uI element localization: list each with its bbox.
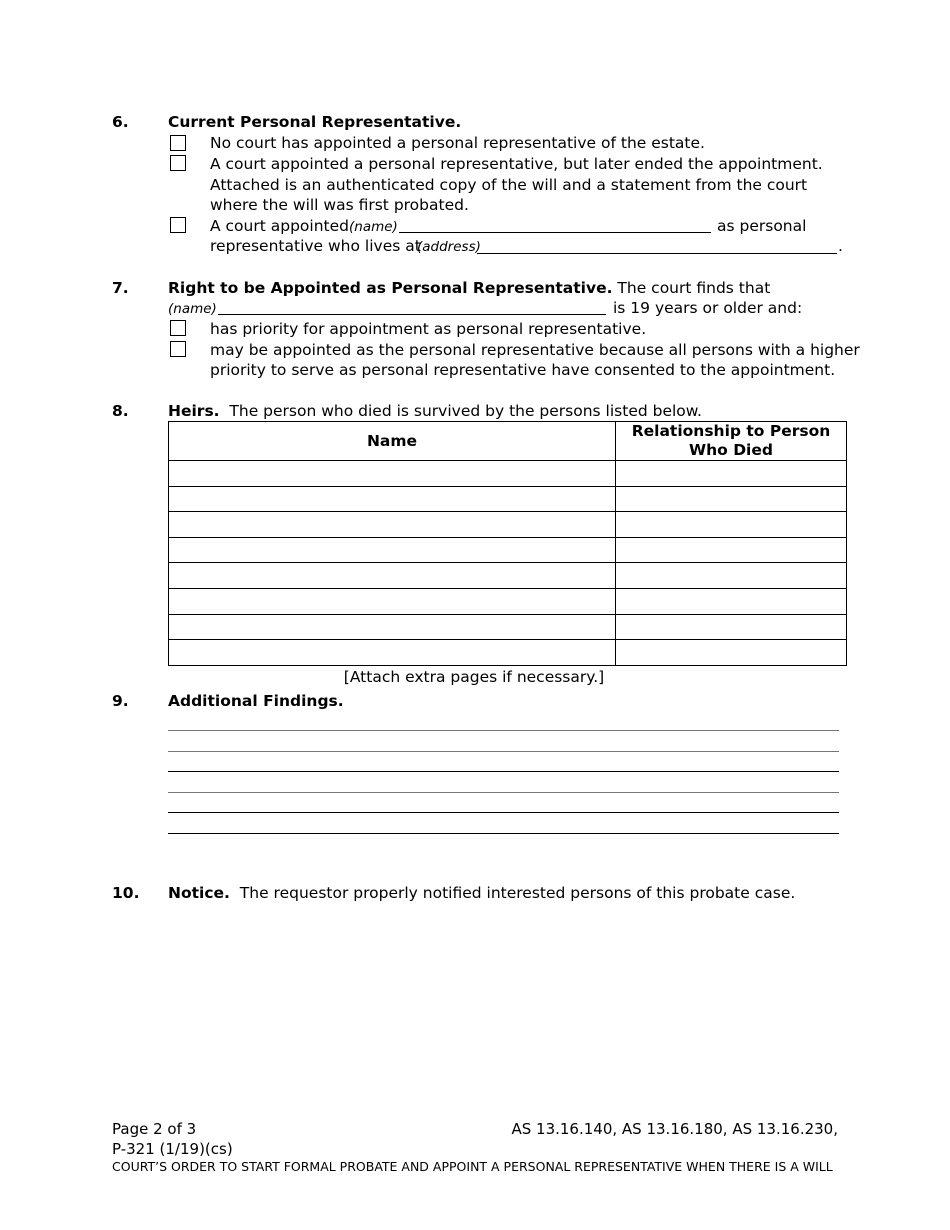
court-appointed-line2: representative who lives at bbox=[210, 237, 421, 255]
table-row bbox=[169, 640, 847, 666]
court-appointed-name-hint: (name) bbox=[349, 219, 398, 235]
heir-relationship-cell[interactable] bbox=[616, 537, 847, 563]
heir-name-cell[interactable] bbox=[169, 486, 616, 512]
footer-page-number: Page 2 of 3 bbox=[112, 1120, 197, 1138]
heirs-table-note: [Attach extra pages if necessary.] bbox=[343, 668, 605, 686]
heir-relationship-cell[interactable] bbox=[616, 563, 847, 589]
table-row bbox=[169, 537, 847, 563]
heir-name-cell[interactable] bbox=[169, 461, 616, 487]
heir-relationship-cell[interactable] bbox=[616, 486, 847, 512]
court-appointed-checkbox[interactable] bbox=[170, 217, 186, 233]
additional-findings-line[interactable] bbox=[168, 833, 839, 834]
no-court-appointed-checkbox[interactable] bbox=[170, 135, 186, 151]
may-be-appointed-label-line1: may be appointed as the personal representative because all persons with a higher bbox=[210, 341, 860, 359]
court-appointed-address-field[interactable] bbox=[477, 253, 837, 254]
section-7-intro: The court finds that bbox=[617, 279, 771, 297]
table-row bbox=[169, 486, 847, 512]
appointment-ended-label-line3: where the will was first probated. bbox=[210, 196, 469, 214]
section-7-title: Right to be Appointed as Personal Representative. bbox=[168, 279, 613, 297]
additional-findings-line[interactable] bbox=[168, 751, 839, 752]
additional-findings-line[interactable] bbox=[168, 771, 839, 772]
may-be-appointed-label-line2: priority to serve as personal representative have consented to the appointment. bbox=[210, 361, 836, 379]
section-9-number: 9. bbox=[112, 692, 129, 710]
heir-name-cell[interactable] bbox=[169, 512, 616, 538]
court-appointed-address-hint: (address) bbox=[417, 239, 481, 255]
section-6-number: 6. bbox=[112, 113, 129, 131]
heirs-table-header bbox=[169, 422, 847, 461]
heir-name-cell[interactable] bbox=[169, 563, 616, 589]
court-appointed-prefix: A court appointed bbox=[210, 217, 349, 235]
section-9-title: Additional Findings. bbox=[168, 692, 344, 710]
additional-findings-line[interactable] bbox=[168, 812, 839, 813]
table-row bbox=[169, 563, 847, 589]
additional-findings-line[interactable] bbox=[168, 792, 839, 793]
heirs-col-relationship bbox=[616, 422, 847, 461]
court-appointed-suffix: as personal bbox=[717, 217, 807, 235]
section-8-intro: The person who died is survived by the persons listed below. bbox=[229, 402, 702, 420]
section-7-age-text: is 19 years or older and: bbox=[613, 299, 803, 317]
section-10-title: Notice. bbox=[168, 884, 230, 902]
footer-form-title: COURT’S ORDER TO START FORMAL PROBATE AND APPOINT A PERSONAL REPRESENTATIVE WHEN THERE IS A WILL bbox=[112, 1159, 833, 1174]
has-priority-checkbox[interactable] bbox=[170, 320, 186, 336]
appointment-ended-checkbox[interactable] bbox=[170, 155, 186, 171]
appointment-ended-label-line1: A court appointed a personal representative, but later ended the appointment. bbox=[210, 155, 823, 173]
table-row bbox=[169, 588, 847, 614]
section-7-number: 7. bbox=[112, 279, 129, 297]
heir-name-cell[interactable] bbox=[169, 614, 616, 640]
section-10-heading bbox=[168, 883, 795, 904]
section-7-heading bbox=[168, 278, 770, 299]
heir-name-cell[interactable] bbox=[169, 640, 616, 666]
footer-statutes: AS 13.16.140, AS 13.16.180, AS 13.16.230, bbox=[511, 1120, 838, 1138]
footer-form-id: P-321 (1/19)(cs) bbox=[112, 1140, 233, 1158]
section-8-number: 8. bbox=[112, 402, 129, 420]
no-court-appointed-label: No court has appointed a personal representative of the estate. bbox=[210, 134, 705, 152]
section-6-title: Current Personal Representative. bbox=[168, 113, 462, 131]
heir-relationship-cell[interactable] bbox=[616, 588, 847, 614]
heirs-table bbox=[168, 421, 847, 666]
heir-name-cell[interactable] bbox=[169, 588, 616, 614]
table-row bbox=[169, 461, 847, 487]
table-row bbox=[169, 614, 847, 640]
heir-relationship-cell[interactable] bbox=[616, 640, 847, 666]
section-8-heading bbox=[168, 401, 702, 422]
heir-name-cell[interactable] bbox=[169, 537, 616, 563]
court-appointed-name-field[interactable] bbox=[399, 232, 711, 233]
heir-relationship-cell[interactable] bbox=[616, 461, 847, 487]
may-be-appointed-checkbox[interactable] bbox=[170, 341, 186, 357]
appointment-ended-label-line2: Attached is an authenticated copy of the will and a statement from the court bbox=[210, 176, 808, 194]
section-10-text: The requestor properly notified interested persons of this probate case. bbox=[239, 884, 796, 902]
heirs-col-relationship-line1: Relationship to Person bbox=[631, 422, 831, 440]
section-7-name-field[interactable] bbox=[218, 314, 606, 315]
heirs-col-relationship-line2: Who Died bbox=[689, 441, 773, 459]
section-10-number: 10. bbox=[112, 884, 140, 902]
additional-findings-line[interactable] bbox=[168, 730, 839, 731]
heir-relationship-cell[interactable] bbox=[616, 614, 847, 640]
has-priority-label: has priority for appointment as personal representative. bbox=[210, 320, 647, 338]
court-appointed-end-period: . bbox=[838, 237, 843, 255]
heirs-col-name: Name bbox=[169, 422, 616, 461]
section-7-name-hint: (name) bbox=[168, 301, 217, 317]
table-row bbox=[169, 512, 847, 538]
section-8-title: Heirs. bbox=[168, 402, 220, 420]
heir-relationship-cell[interactable] bbox=[616, 512, 847, 538]
